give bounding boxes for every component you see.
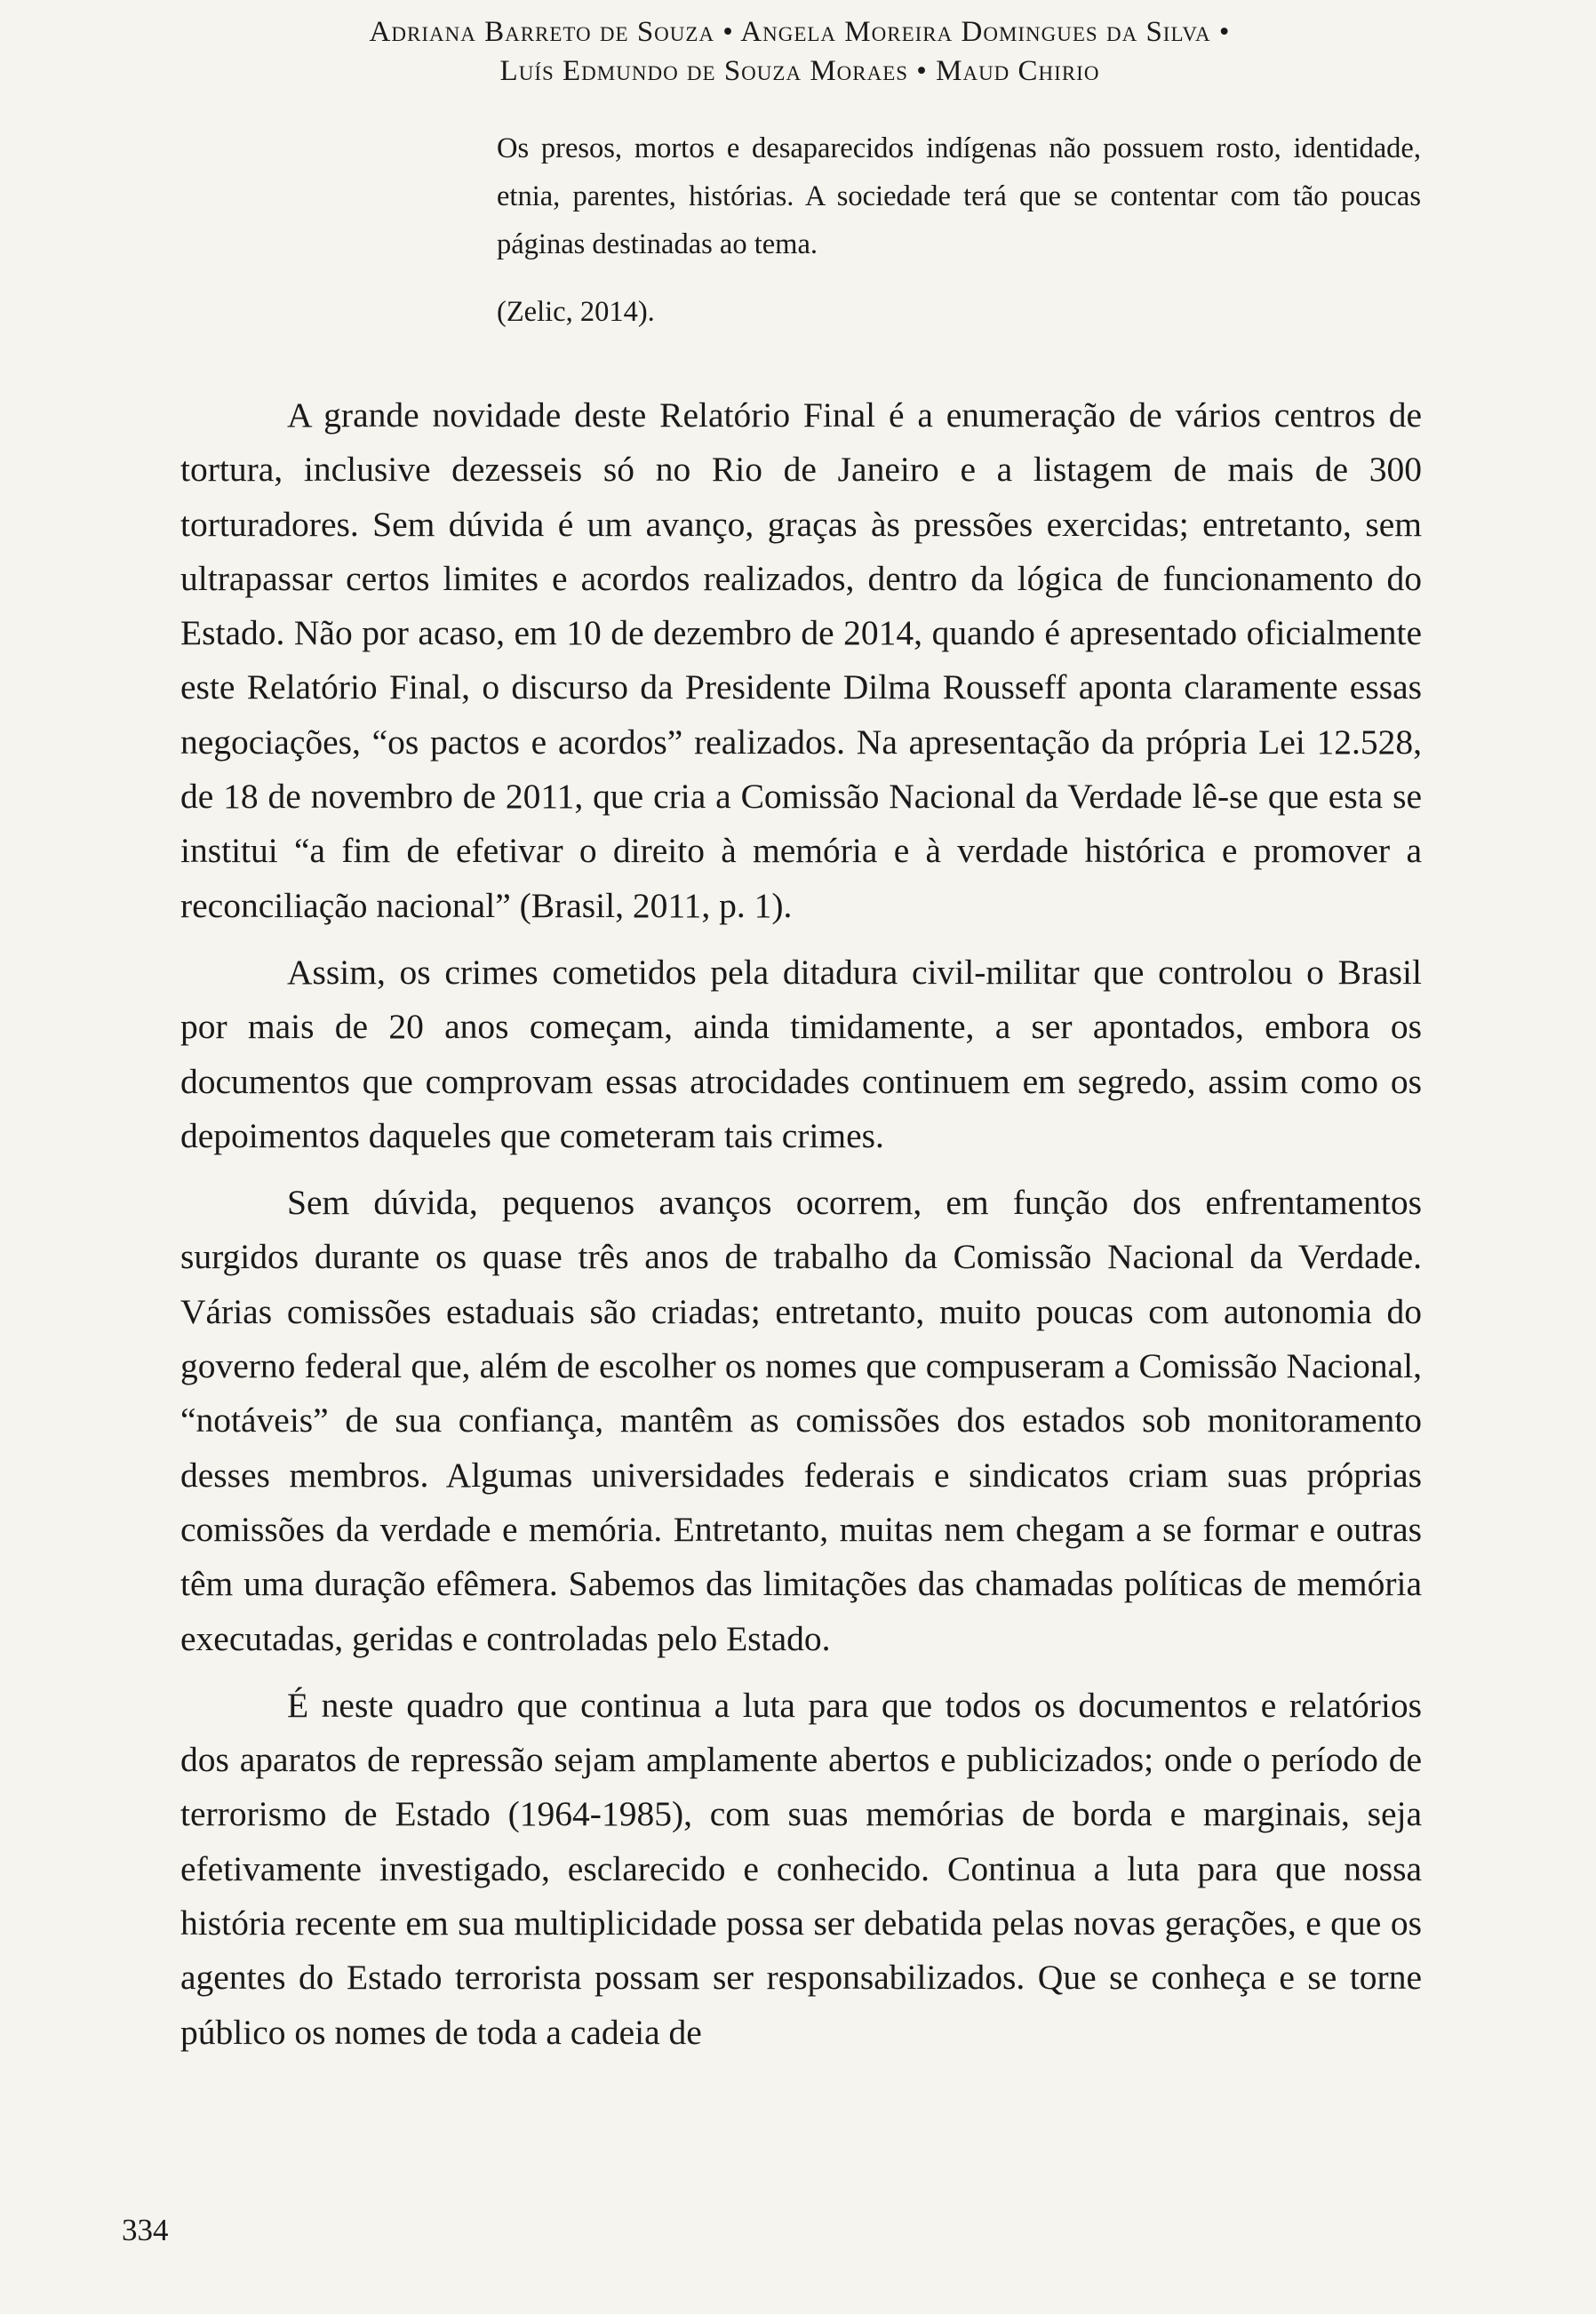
paragraph: É neste quadro que continua a luta para que todos os documentos e relatórios dos aparatos de repressão sejam amplamente abertos e publicizados; onde o período de terrorismo de Estado (1964-1985), com suas memórias de borda e marginais, seja efetivamente investigado, esclarecido e conhecido. Continua a luta para que nossa história recente em sua multiplicidade possa ser debatida pelas novas gerações, e que os agentes do Estado terrorista possam ser responsabilizados. Que se conheça e se torne público os nomes de toda a cadeia de [180, 1685, 1422, 2052]
quote-text: Os presos, mortos e desaparecidos indígenas não possuem rosto, identidade, etnia, parentes, histórias. A sociedade terá que se contentar com tão poucas páginas destinadas ao tema. [497, 132, 1421, 260]
running-head-authors-line-1: Adriana Barreto de Souza • Angela Moreira Domingues da Silva • [369, 16, 1231, 48]
paragraph: A grande novidade deste Relatório Final é a enumeração de vários centros de tortura, inclusive dezesseis só no Rio de Janeiro e a listagem de mais de 300 torturadores. Sem dúvida é um avanço, graças às pressões exercidas; entretanto, sem ultrapassar certos limites e acordos realizados, dentro da lógica de funcionamento do Estado. Não por acaso, em 10 de dezembro de 2014, quando é apresentado oficialmente este Relatório Final, o discurso da Presidente Dilma Rousseff aponta claramente essas negociações, “os pactos e acordos” realizados. Na apresentação da própria Lei 12.528, de 18 de novembro de 2011, que cria a Comissão Nacional da Verdade lê-se que esta se institui “a fim de efetivar o direito à memória e à verdade histórica e promover a reconciliação nacional” (Brasil, 2011, p. 1). [180, 395, 1422, 925]
quote-citation: (Zelic, 2014). [497, 296, 655, 328]
page-number: 334 [122, 2213, 169, 2247]
block-quote [497, 124, 1421, 336]
body-text [180, 388, 1422, 2060]
paragraph: Sem dúvida, pequenos avanços ocorrem, em função dos enfrentamentos surgidos durante os quase três anos de trabalho da Comissão Nacional da Verdade. Várias comissões estaduais são criadas; entretanto, muito poucas com autonomia do governo federal que, além de escolher os nomes que compuseram a Comissão Nacional, “notáveis” de sua confiança, mantêm as comissões dos estados sob monitoramento desses membros. Algumas universidades federais e sindicatos criam suas próprias comissões da verdade e memória. Entretanto, muitas nem chegam a se formar e outras têm uma duração efêmera. Sabemos das limitações das chamadas políticas de memória executadas, geridas e controladas pelo Estado. [180, 1183, 1422, 1658]
paragraph: Assim, os crimes cometidos pela ditadura civil-militar que controlou o Brasil por mais de 20 anos começam, ainda timidamente, a ser apontados, embora os documentos que comprovam essas atrocidades continuem em segredo, assim como os depoimentos daqueles que cometeram tais crimes. [180, 952, 1422, 1155]
running-head [178, 12, 1422, 91]
running-head-authors-line-2: Luís Edmundo de Souza Moraes • Maud Chirio [499, 55, 1100, 87]
